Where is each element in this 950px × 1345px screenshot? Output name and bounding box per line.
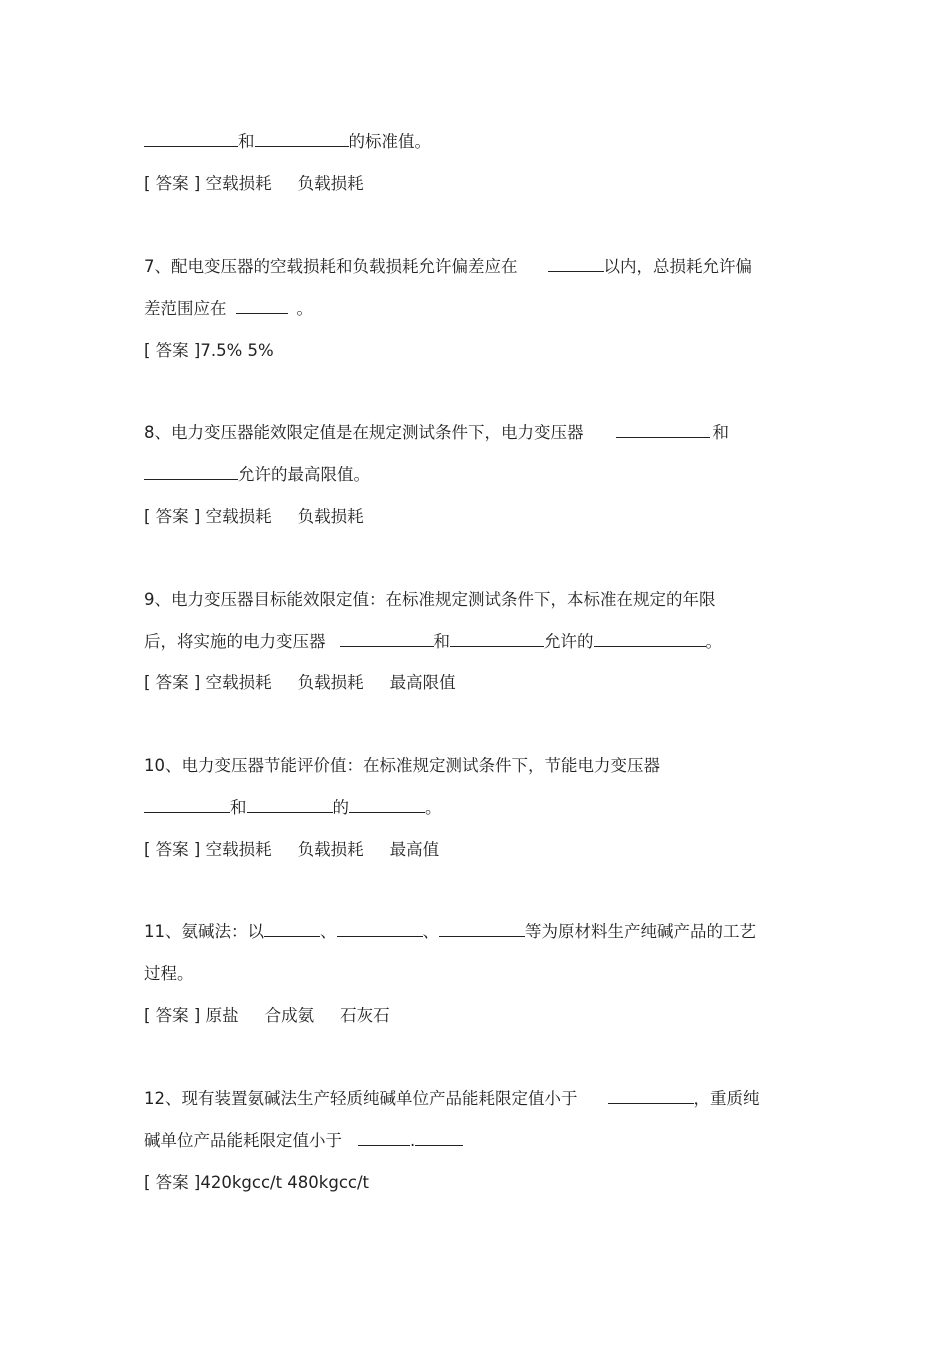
q8-answer [144,506,364,528]
q12-text: ，重质纯 [693,1089,760,1108]
q10-line-1 [144,755,660,777]
answer-value: 负载损耗 [297,673,364,692]
answer-prefix: [ 答案 ] [144,507,206,526]
q7-answer [144,340,274,362]
fill-blank [264,921,320,937]
q6-line-2 [144,131,431,153]
fill-blank [349,797,425,813]
q9-text: 后，将实施的电力变压器 [144,632,326,651]
fill-blank [415,1130,463,1146]
q7-text: 7、配电变压器的空载损耗和负载损耗允许偏差应在 [144,257,518,276]
fill-blank [450,631,544,647]
q7-text: 。 [296,299,313,318]
q11-answer [144,1005,390,1027]
q9-answer [144,672,456,694]
q12-text: 碱单位产品能耗限定值小于 [144,1131,342,1150]
q7-text: 以内，总损耗允许偏 [603,257,752,276]
q8-text: 允许的最高限值。 [238,465,370,484]
fill-blank [439,921,525,937]
q10-line-2 [144,797,442,819]
q12-text: 12、现有装置氨碱法生产轻质纯碱单位产品能耗限定值小于 [144,1089,578,1108]
answer-value: 石灰石 [340,1006,390,1025]
fill-blank [255,131,349,147]
answer-value: 负载损耗 [297,507,364,526]
answer-value: 空载损耗 [205,673,272,692]
q11-text: 等为原材料生产纯碱产品的工艺 [525,922,756,941]
q11-text: 过程。 [144,964,194,983]
q9-text: 。 [705,632,722,651]
q11-line-2 [144,963,194,985]
fill-blank [144,464,238,480]
q7-line-2 [144,298,313,320]
fill-blank [358,1130,410,1146]
answer-prefix: [ 答案 ] [144,673,206,692]
q7-text: 差范围应在 [144,299,227,318]
q10-text: 10、电力变压器节能评价值：在标准规定测试条件下，节能电力变压器 [144,756,660,775]
q11-line-1 [144,921,756,943]
q8-text: 和 [712,423,729,442]
q12-line-2 [144,1130,463,1152]
answer-value: 最高值 [389,840,440,859]
q8-line-1 [144,422,729,444]
q12-text: . [410,1131,416,1150]
answer-value: [ 答案 ]420kgcc/t 480kgcc/t [144,1173,369,1192]
answer-value: 原盐 [205,1006,239,1025]
q12-line-1 [144,1088,760,1110]
answer-value: 最高限值 [389,673,456,692]
fill-blank [616,422,710,438]
q10-text: 。 [425,798,442,817]
answer-prefix: [ 答案 ] [144,174,206,193]
answer-prefix: [ 答案 ] [144,1006,206,1025]
answer-prefix: [ 答案 ] [144,840,206,859]
q10-text: 和 [230,798,247,817]
q9-text: 允许的 [544,632,594,651]
q8-text: 8、电力变压器能效限定值是在规定测试条件下，电力变压器 [144,423,584,442]
q6-text: 和 [238,132,255,151]
q11-text: 、 [422,922,439,941]
answer-value: [ 答案 ]7.5% 5% [144,341,274,360]
fill-blank [236,298,288,314]
answer-value: 负载损耗 [297,174,364,193]
q9-line-2 [144,631,722,653]
q9-text: 和 [433,632,450,651]
q6-text: 的标准值。 [348,132,431,151]
q8-line-2 [144,464,370,486]
q11-text: 11、氨碱法：以 [144,922,264,941]
answer-value: 空载损耗 [205,840,272,859]
fill-blank [144,797,230,813]
fill-blank [594,631,706,647]
q10-text: 的 [332,798,349,817]
answer-value: 空载损耗 [205,174,272,193]
q12-answer [144,1172,369,1194]
fill-blank [608,1088,694,1104]
q9-text: 9、电力变压器目标能效限定值：在标准规定测试条件下，本标准在规定的年限 [144,590,716,609]
q7-line-1 [144,256,752,278]
fill-blank [247,797,333,813]
q11-text: 、 [320,922,337,941]
fill-blank [340,631,434,647]
fill-blank [548,256,604,272]
q10-answer [144,839,439,861]
q9-line-1 [144,589,716,611]
answer-value: 合成氨 [264,1006,315,1025]
fill-blank [144,131,238,147]
answer-value: 负载损耗 [297,840,364,859]
answer-value: 空载损耗 [205,507,272,526]
fill-blank [337,921,423,937]
q6-answer [144,173,364,195]
